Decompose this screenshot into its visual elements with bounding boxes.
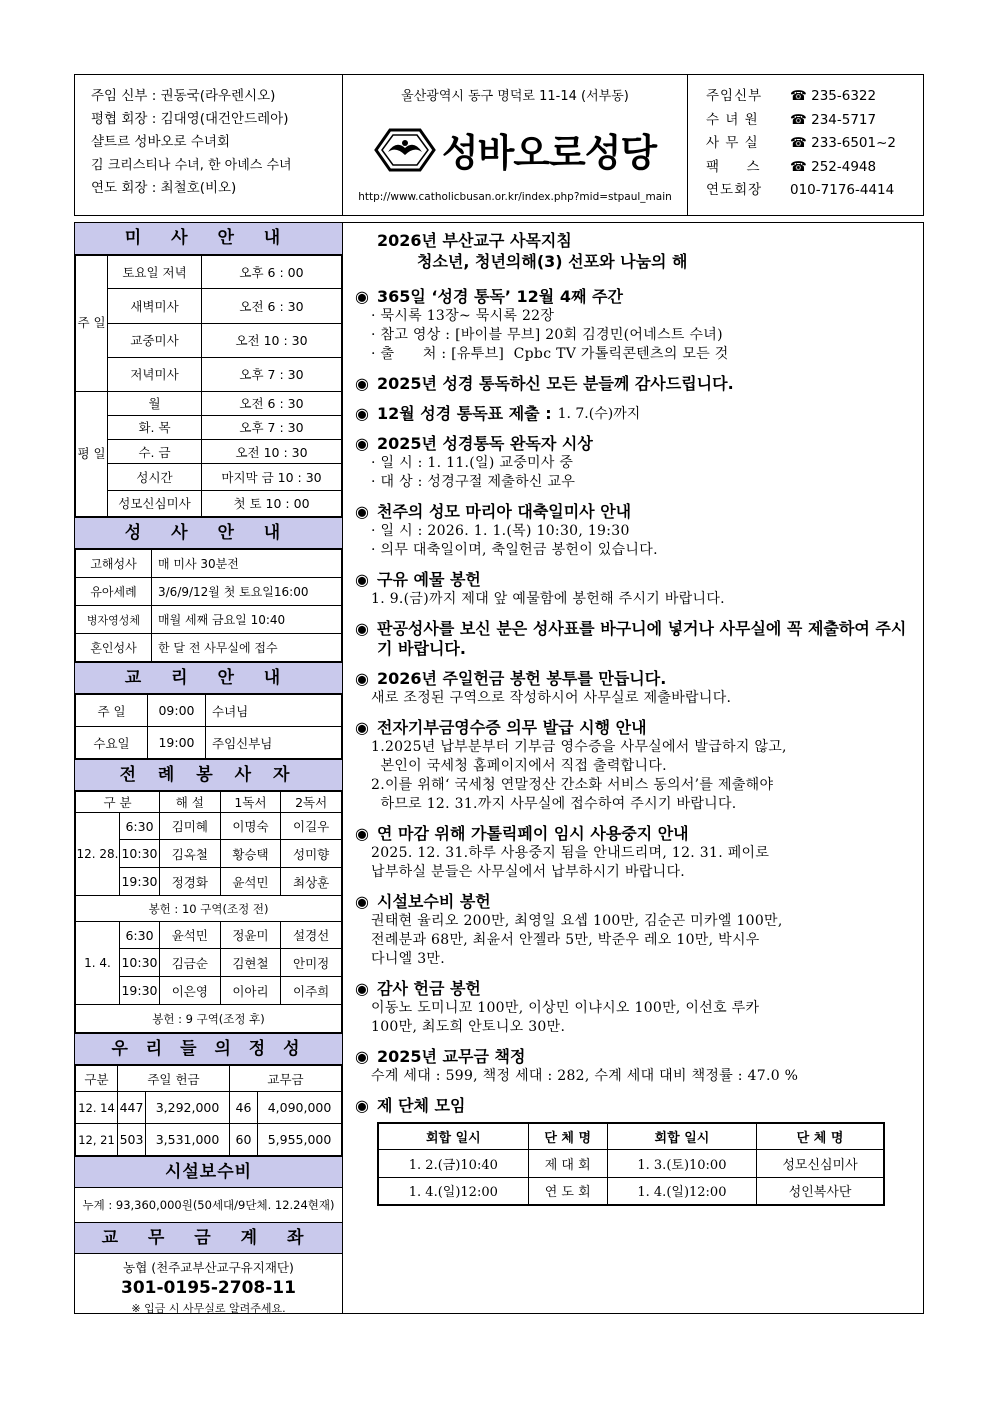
notice-title: 감사 헌금 봉헌 <box>377 979 481 998</box>
notice-line: 100만, 최도희 안토니오 30만. <box>371 1019 566 1035</box>
liturgy-person: 이아리 <box>220 977 281 1005</box>
bullet-icon: ◉ <box>355 374 369 393</box>
contact-phone: ☎ 252-4948 <box>790 158 877 175</box>
notice-title-row <box>355 502 915 522</box>
bulletin-body <box>74 222 924 1314</box>
notice-title: 2025년 성경통독 완독자 시상 <box>377 434 593 453</box>
mass-title: 미 사 안 내 <box>75 223 342 255</box>
class-time: 19:00 <box>148 727 206 759</box>
notice-line: · 의무 대축일이며, 축일헌금 봉헌이 있습니다. <box>371 542 658 558</box>
liturgy-person: 최상훈 <box>281 868 342 896</box>
mass-time: 오후 7 : 30 <box>202 358 342 391</box>
liturgy-person: 이명숙 <box>220 813 281 840</box>
notice-title: 2025년 성경 통독하신 모든 분들께 감사드립니다. <box>377 374 734 393</box>
contact-list <box>688 75 923 215</box>
bullet-icon: ◉ <box>355 619 369 638</box>
contact-label: 주임신부 <box>706 88 763 104</box>
offering-title: 우 리 들 의 정 성 <box>75 1033 342 1065</box>
liturgy-date: 12. 28. <box>76 813 120 896</box>
contact-label: 팩 스 <box>706 158 761 175</box>
offering-amount: 4,090,000 <box>258 1092 342 1124</box>
mass-name: 수. 금 <box>108 440 202 464</box>
mass-name: 월 <box>108 391 202 415</box>
meeting-header: 단 체 명 <box>528 1123 607 1149</box>
church-name: 성바오로성당 <box>441 131 657 175</box>
meeting-header: 단 체 명 <box>757 1123 884 1149</box>
mass-name: 저녁미사 <box>108 358 202 391</box>
account-title: 교 무 금 계 좌 <box>75 1222 342 1254</box>
notice-line: · 일 시 : 2026. 1. 1.(목) 10:30, 19:30 <box>371 523 630 539</box>
liturgy-person: 안미정 <box>281 949 342 977</box>
bullet-icon: ◉ <box>355 892 369 911</box>
notice-line: 수계 세대 : 599, 책정 세대 : 282, 수계 세대 대비 책정률 : 47.0 % <box>371 1068 799 1084</box>
offering-header: 주일 헌금 <box>118 1066 230 1092</box>
sacrament-name: 병자영성체 <box>76 606 152 634</box>
notice-line: · 일 시 : 1. 11.(일) 교중미사 중 <box>371 455 574 471</box>
bullet-icon: ◉ <box>355 502 369 521</box>
meeting-date: 1. 4.(일)12:00 <box>378 1177 528 1205</box>
sacrament-info: 매월 세째 금요일 10:40 <box>152 606 342 634</box>
offering-header: 구분 <box>76 1066 118 1092</box>
mass-name: 화. 목 <box>108 415 202 439</box>
church-address: 울산광역시 동구 명덕로 11-14 (서부동) <box>401 89 629 104</box>
liturgy-person: 윤석민 <box>160 922 221 949</box>
liturgy-title: 전 례 봉 사 자 <box>75 759 342 791</box>
notice-line: 전례분과 68만, 최윤서 안젤라 5만, 박준우 레오 10만, 박시우 <box>371 932 760 948</box>
notice-inline: 1. 7.(수)까지 <box>557 406 641 422</box>
meeting-group: 연 도 회 <box>528 1177 607 1205</box>
notice-line: 권태현 율리오 200만, 최영일 요셉 100만, 김순곤 미카엘 100만, <box>371 913 783 929</box>
notice-title-row <box>355 374 915 394</box>
notice-line: 1. 9.(금)까지 제대 앞 예물함에 봉헌해 주시기 바랍니다. <box>371 591 725 607</box>
notice-line: · 출 처 : [유투브] Cpbc TV 가톨릭콘텐츠의 모든 것 <box>371 346 729 362</box>
contact-phone: ☎ 233-6501~2 <box>790 135 897 151</box>
notice-line: 새로 조정된 구역으로 작성하시어 사무실로 제출바랍니다. <box>371 690 732 706</box>
sacrament-title: 성 사 안 내 <box>75 517 342 549</box>
sacrament-name: 유아세례 <box>76 578 152 606</box>
contact-label: 수 녀 원 <box>706 111 759 128</box>
notice-title: 12월 성경 통독표 제출 : <box>377 404 552 423</box>
notice-item <box>355 824 915 882</box>
notices-column <box>355 231 915 1206</box>
bullet-icon: ◉ <box>355 404 369 423</box>
liturgy-time: 10:30 <box>120 949 160 977</box>
notice-title-row <box>355 718 915 738</box>
contact-phone: 010-7176-4414 <box>790 182 895 198</box>
mass-table <box>75 255 342 517</box>
mass-time: 오전 6 : 30 <box>202 289 342 323</box>
bullet-icon: ◉ <box>355 718 369 737</box>
catechism-title: 교 리 안 내 <box>75 662 342 694</box>
meeting-header: 회합 일시 <box>378 1123 528 1149</box>
weekday-label: 평 일 <box>76 391 108 516</box>
liturgy-person: 김옥철 <box>160 840 221 868</box>
staff-line: 평협 회장 : 김대영(대건안드레아) <box>91 111 289 127</box>
staff-line: 김 크리스티나 수녀, 한 아녜스 수녀 <box>91 158 292 173</box>
liturgy-time: 19:30 <box>120 868 160 896</box>
sunday-label: 주 일 <box>76 256 108 392</box>
notice-line: 이동노 도미니꼬 100만, 이상민 이냐시오 100만, 이선호 루카 <box>371 1000 760 1016</box>
liturgy-person: 정경화 <box>160 868 221 896</box>
contact-row <box>706 109 923 133</box>
notice-item <box>355 374 915 394</box>
bullet-icon: ◉ <box>355 570 369 589</box>
notice-line: 본인이 국세청 홈페이지에서 직접 출력합니다. <box>371 758 667 774</box>
offering-count: 60 <box>230 1124 258 1156</box>
notice-title-row <box>355 1047 915 1067</box>
liturgy-date: 1. 4. <box>76 922 120 1005</box>
notice-title-row <box>355 619 915 659</box>
mass-time: 마지막 금 10 : 30 <box>202 464 342 490</box>
sacrament-name: 고해성사 <box>76 550 152 578</box>
account-bank: 농협 (천주교부산교구유지재단) <box>123 1260 294 1275</box>
notice-title-row <box>355 892 915 912</box>
offering-date: 12, 21 <box>76 1124 118 1156</box>
notice-title: 365일 ‘성경 통독’ 12월 4째 주간 <box>377 287 623 306</box>
liturgy-header: 1독서 <box>220 792 281 813</box>
staff-info <box>75 75 343 215</box>
notice-title: 2026년 주일헌금 봉헌 봉투를 만듭니다. <box>377 669 667 688</box>
notice-title: 구유 예물 봉헌 <box>377 570 481 589</box>
liturgy-person: 김미혜 <box>160 813 221 840</box>
contact-label: 사 무 실 <box>706 135 759 151</box>
liturgy-header: 해 설 <box>160 792 221 813</box>
liturgy-header: 2독서 <box>281 792 342 813</box>
offering-date: 12. 14 <box>76 1092 118 1124</box>
class-teacher: 수녀님 <box>206 695 342 727</box>
bullet-icon: ◉ <box>355 1047 369 1066</box>
offering-group: 봉헌 : 10 구역(조정 전) <box>76 896 342 922</box>
notice-title-row <box>355 824 915 844</box>
facility-total: 누계 : 93,360,000원(50세대/9단체. 12.24현재) <box>82 1198 335 1212</box>
class-day: 수요일 <box>76 727 148 759</box>
bullet-icon: ◉ <box>355 287 369 306</box>
class-day: 주 일 <box>76 695 148 727</box>
account-info <box>75 1254 342 1313</box>
notice-item <box>355 718 915 814</box>
offering-count: 46 <box>230 1092 258 1124</box>
church-url[interactable]: http://www.catholicbusan.or.kr/index.php?mid=stpaul_main <box>358 191 672 203</box>
mass-time: 첫 토 10 : 00 <box>202 490 342 516</box>
catechism-table <box>75 694 342 759</box>
notice-title: 제 단체 모임 <box>377 1096 466 1115</box>
meeting-group: 제 대 회 <box>528 1149 607 1177</box>
mass-time: 오전 10 : 30 <box>202 323 342 357</box>
contact-phone: ☎ 235-6322 <box>790 88 877 104</box>
notice-item <box>355 892 915 969</box>
liturgy-person: 설경선 <box>281 922 342 949</box>
notice-title-row <box>355 434 915 454</box>
contact-label: 연도회장 <box>706 182 763 198</box>
church-title-block <box>343 75 688 215</box>
notice-line: 납부하실 분들은 사무실에서 납부하시기 바랍니다. <box>371 864 686 880</box>
meetings-table <box>377 1122 885 1206</box>
contact-phone: ☎ 234-5717 <box>790 111 877 128</box>
notice-title-row <box>355 979 915 999</box>
meeting-group: 성인복사단 <box>757 1177 884 1205</box>
offering-amount: 5,955,000 <box>258 1124 342 1156</box>
staff-line: 주임 신부 : 권동국(라우렌시오) <box>91 88 276 104</box>
liturgy-person: 이주희 <box>281 977 342 1005</box>
sacrament-table <box>75 549 342 662</box>
notice-line: · 대 상 : 성경구절 제출하신 교우 <box>371 474 576 490</box>
liturgy-time: 19:30 <box>120 977 160 1005</box>
staff-line: 샬트르 성바오로 수녀회 <box>91 134 230 150</box>
church-logo-row <box>343 122 687 177</box>
liturgy-person: 이은영 <box>160 977 221 1005</box>
liturgy-person: 정윤미 <box>220 922 281 949</box>
sacrament-info: 3/6/9/12월 첫 토요일16:00 <box>152 578 342 606</box>
notice-item <box>355 1047 915 1086</box>
offering-count: 503 <box>118 1124 146 1156</box>
mass-time: 오후 7 : 30 <box>202 415 342 439</box>
meeting-date: 1. 4.(일)12:00 <box>607 1177 756 1205</box>
notice-line: 다니엘 3만. <box>371 951 446 967</box>
notice-title: 전자기부금영수증 의무 발급 시행 안내 <box>377 718 647 737</box>
notice-title: 시설보수비 봉헌 <box>377 892 491 911</box>
meeting-header: 회합 일시 <box>607 1123 756 1149</box>
liturgy-table <box>75 791 342 1033</box>
mass-name: 토요일 저녁 <box>108 256 202 289</box>
bullet-icon: ◉ <box>355 669 369 688</box>
class-time: 09:00 <box>148 695 206 727</box>
mass-name: 성시간 <box>108 464 202 490</box>
mass-time: 오전 10 : 30 <box>202 440 342 464</box>
notice-line: 1.2025년 납부분부터 기부금 영수증을 사무실에서 발급하지 않고, <box>371 739 787 755</box>
offering-count: 447 <box>118 1092 146 1124</box>
offering-table <box>75 1065 342 1156</box>
notice-item <box>355 979 915 1037</box>
notice-item <box>355 669 915 708</box>
left-column <box>75 223 343 1313</box>
liturgy-time: 6:30 <box>120 813 160 840</box>
contact-row <box>706 132 923 156</box>
account-note: ※ 입금 시 사무실로 알려주세요. <box>131 1302 286 1313</box>
notice-title-row <box>355 669 915 689</box>
notice-line: 하므로 12. 31.까지 사무실에 접수하여 주시기 바랍니다. <box>371 796 737 812</box>
facility-title: 시설보수비 <box>75 1156 342 1188</box>
contact-row <box>706 156 923 180</box>
liturgy-person: 이길우 <box>281 813 342 840</box>
mass-time: 오전 6 : 30 <box>202 391 342 415</box>
notice-item <box>355 434 915 492</box>
meeting-date: 1. 3.(토)10:00 <box>607 1149 756 1177</box>
liturgy-time: 10:30 <box>120 840 160 868</box>
notice-item <box>355 287 915 364</box>
bullet-icon: ◉ <box>355 979 369 998</box>
mass-time: 오후 6 : 00 <box>202 256 342 289</box>
staff-line: 연도 회장 : 최철호(비오) <box>91 180 237 196</box>
notice-list <box>355 287 915 1116</box>
contact-row <box>706 85 923 109</box>
liturgy-time: 6:30 <box>120 922 160 949</box>
pastoral-heading: 2026년 부산교구 사목지침 <box>377 231 572 250</box>
sacrament-name: 혼인성사 <box>76 634 152 662</box>
liturgy-person: 김금순 <box>160 949 221 977</box>
sacrament-info: 한 달 전 사무실에 접수 <box>152 634 342 662</box>
notice-line: · 참고 영상 : [바이블 무브] 20회 김경민(어네스트 수녀) <box>371 327 723 343</box>
liturgy-person: 황승택 <box>220 840 281 868</box>
meeting-group: 성모신심미사 <box>757 1149 884 1177</box>
sacrament-info: 매 미사 30분전 <box>152 550 342 578</box>
notice-title-row <box>355 570 915 590</box>
notice-item <box>355 1096 915 1116</box>
offering-amount: 3,292,000 <box>146 1092 230 1124</box>
liturgy-person: 윤석민 <box>220 868 281 896</box>
bullet-icon: ◉ <box>355 824 369 843</box>
meeting-date: 1. 2.(금)10:40 <box>378 1149 528 1177</box>
offering-header: 교무금 <box>230 1066 342 1092</box>
church-logo-icon <box>374 128 436 172</box>
account-number: 301-0195-2708-11 <box>121 1278 296 1298</box>
contact-row <box>706 179 923 203</box>
notice-item <box>355 619 915 659</box>
notice-item <box>355 404 915 424</box>
notice-line: 2025. 12. 31.하루 사용중지 됨을 안내드리며, 12. 31. 페이로 <box>371 845 770 861</box>
notice-line: 2.이를 위해‘ 국세청 연말정산 간소화 서비스 동의서’를 제출해야 <box>371 777 774 793</box>
notice-item <box>355 502 915 560</box>
mass-name: 새벽미사 <box>108 289 202 323</box>
notice-title-row <box>355 287 915 307</box>
mass-name: 교중미사 <box>108 323 202 357</box>
class-teacher: 주임신부님 <box>206 727 342 759</box>
liturgy-header: 구 분 <box>76 792 160 813</box>
pastoral-subheading: 청소년, 청년의해(3) 선포와 나눔의 해 <box>417 252 688 271</box>
notice-title-row <box>355 404 915 424</box>
notice-title: 연 마감 위해 가톨릭페이 임시 사용중지 안내 <box>377 824 689 843</box>
liturgy-person: 성미향 <box>281 840 342 868</box>
notice-line: · 묵시록 13장~ 묵시록 22장 <box>371 308 555 324</box>
notice-title: 천주의 성모 마리아 대축일미사 안내 <box>377 502 632 521</box>
notice-title: 2025년 교무금 책정 <box>377 1047 526 1066</box>
offering-group: 봉헌 : 9 구역(조정 후) <box>76 1005 342 1033</box>
bullet-icon: ◉ <box>355 1096 369 1115</box>
liturgy-person: 김현철 <box>220 949 281 977</box>
notice-title: 판공성사를 보신 분은 성사표를 바구니에 넣거나 사무실에 꼭 제출하여 주시기 바랍니다. <box>377 619 907 658</box>
bullet-icon: ◉ <box>355 434 369 453</box>
offering-amount: 3,531,000 <box>146 1124 230 1156</box>
notice-title-row <box>355 1096 915 1116</box>
bulletin-header <box>74 74 924 216</box>
notice-item <box>355 570 915 609</box>
mass-name: 성모신심미사 <box>108 490 202 516</box>
